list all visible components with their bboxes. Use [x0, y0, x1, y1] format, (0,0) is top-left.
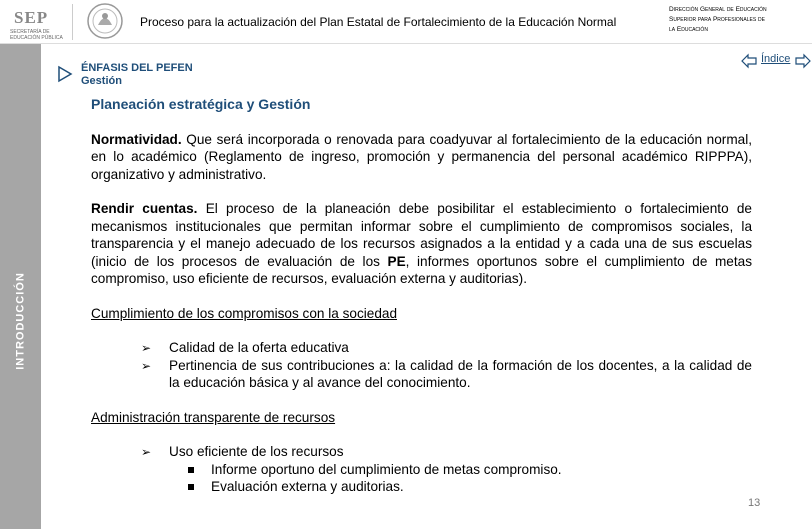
subheading-administracion: Administración transparente de recursos	[91, 409, 336, 425]
page-header-title: Proceso para la actualización del Plan Estatal de Fortalecimiento de la Educación Normal	[140, 15, 617, 29]
term-normatividad: Normatividad.	[91, 131, 182, 147]
list-compromisos	[91, 339, 752, 392]
sub-list-item	[91, 461, 752, 479]
arrow-bullet-icon: ➢	[141, 341, 152, 355]
paragraph-text: El proceso de la planeación debe posibilitar el establecimiento o fortalecimiento de mecanismos institucionales que permitan informar sobre el cumplimiento de compromisos sociales, la transparencia y el manejo adecuado de los recursos asignados a la entidad y a cada una de sus escuelas (inicio de los procesos de evaluación de los	[91, 201, 752, 269]
dgesu-line-1: Dirección General de Educación	[669, 6, 767, 13]
sep-logo-subtitle: SECRETARÍA DE EDUCACIÓN PÚBLICA	[10, 29, 63, 41]
sep-logo	[4, 2, 70, 42]
arrow-bullet-icon: ➢	[141, 358, 152, 373]
dgesu-label	[669, 5, 805, 35]
index-link[interactable]: Índice	[761, 53, 791, 65]
content-heading: Planeación estratégica y Gestión	[91, 96, 311, 112]
sep-logo-text: SEP	[14, 8, 49, 27]
square-bullet-icon	[188, 467, 194, 473]
list-item-text: Uso eficiente de los recursos	[169, 444, 344, 459]
list-item-text: Pertinencia de sus contribuciones a: la calidad de la formación de los docentes, a la calidad de la educación básica y al avance del conocimiento.	[169, 357, 752, 390]
arrow-bullet-icon: ➢	[141, 445, 152, 459]
section-subtitle: Gestión	[81, 75, 122, 87]
paragraph-text: , informes oportunos sobre el cumplimiento de metas compromiso, uso eficiente de recursos, evaluación externa y auditorias).	[91, 253, 752, 286]
main-content	[91, 96, 752, 496]
list-item-text: Informe oportuno del cumplimiento de metas compromiso.	[211, 461, 562, 477]
arrow-left-icon[interactable]	[741, 53, 757, 69]
section-title: ÉNFASIS DEL PEFEN	[81, 62, 193, 74]
paragraph-text: Que será incorporada o renovada para coadyuvar al fortalecimiento de la educación normal, en lo académico (Reglamento de ingreso, promoción y permanencia del personal académico RIPPPA), organizativo y administrativo.	[91, 131, 752, 182]
paragraph-normatividad	[91, 131, 752, 184]
national-seal-icon	[86, 1, 124, 41]
paragraph-rendir-cuentas	[91, 200, 752, 288]
square-bullet-icon	[188, 484, 194, 490]
dgesu-line-3: la Educación	[669, 26, 708, 33]
play-arrow-icon	[57, 65, 73, 83]
page-number: 13	[748, 497, 761, 509]
header	[0, 0, 812, 44]
list-item	[91, 357, 752, 392]
section-heading	[81, 62, 193, 88]
list-item-text: Calidad de la oferta educativa	[169, 340, 349, 355]
sidebar-label: INTRODUCCIÓN	[14, 272, 27, 370]
arrow-right-icon[interactable]	[795, 53, 811, 69]
sidebar	[0, 44, 41, 529]
list-item	[91, 443, 752, 461]
list-item-text: Evaluación externa y auditorias.	[211, 479, 404, 494]
sub-list-item	[91, 478, 752, 496]
subheading-compromisos: Cumplimiento de los compromisos con la sociedad	[91, 305, 397, 321]
term-pe: PE	[387, 253, 406, 269]
header-divider	[0, 43, 812, 44]
term-rendir-cuentas: Rendir cuentas.	[91, 201, 198, 216]
list-item	[91, 339, 752, 357]
list-administracion	[91, 443, 752, 496]
logo-divider	[72, 4, 73, 40]
dgesu-line-2: Superior para Profesionales de	[669, 16, 765, 23]
